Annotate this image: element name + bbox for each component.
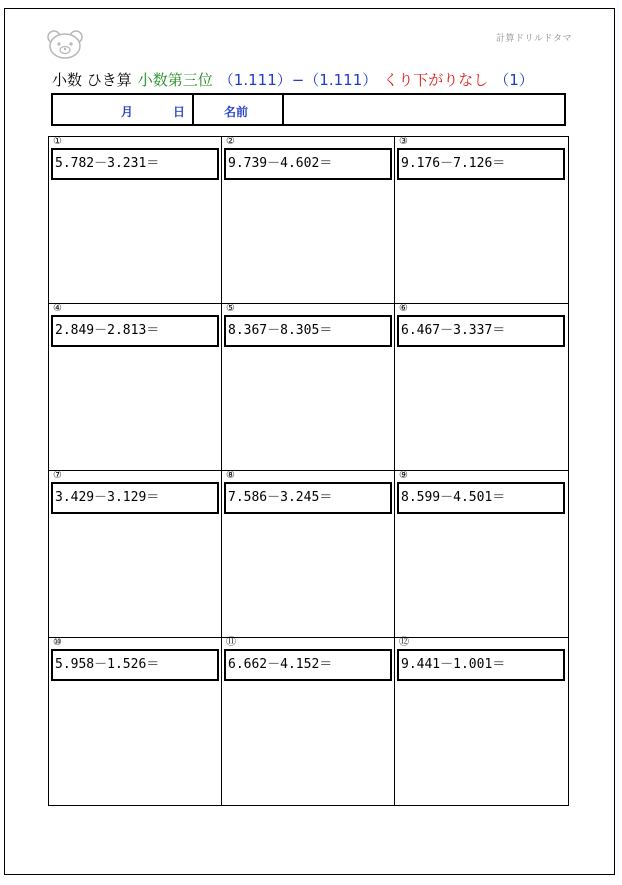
problem-number: ⑫: [399, 637, 409, 648]
problem-number: ⑨: [399, 470, 408, 481]
title-sheet-number: （1）: [494, 71, 534, 89]
problem-number: ⑦: [53, 470, 62, 481]
problem-cell[interactable]: [395, 304, 568, 471]
problem-cell[interactable]: [395, 471, 568, 638]
title-condition: くり下がりなし: [383, 71, 489, 89]
month-label: 月: [121, 105, 134, 119]
title-format: （1.111）−（1.111）: [218, 71, 378, 89]
problem-number: ⑧: [226, 470, 235, 481]
problem-cell[interactable]: [222, 304, 395, 471]
worksheet-title: [52, 69, 540, 90]
problem-expression: 5.958－1.526＝: [51, 649, 219, 681]
problem-expression: 6.662－4.152＝: [224, 649, 392, 681]
problem-expression: 7.586－3.245＝: [224, 482, 392, 514]
problem-cell[interactable]: [395, 638, 568, 805]
problem-expression: 8.367－8.305＝: [224, 315, 392, 347]
name-label: 名前: [224, 105, 249, 119]
problem-expression: 9.441－1.001＝: [397, 649, 565, 681]
problem-expression: 9.739－4.602＝: [224, 148, 392, 180]
name-date-box: [51, 93, 566, 126]
name-label-cell: [194, 95, 284, 124]
problem-cell[interactable]: [222, 137, 395, 304]
problem-number: ⑤: [226, 303, 235, 314]
problem-number: ⑪: [226, 637, 236, 648]
day-label: 日: [173, 105, 186, 119]
problem-cell[interactable]: [222, 638, 395, 805]
problem-number: ⑩: [53, 637, 62, 648]
problem-number: ②: [226, 136, 235, 147]
problem-cell[interactable]: [49, 304, 222, 471]
name-field[interactable]: [284, 95, 564, 124]
problem-number: ③: [399, 136, 408, 147]
problem-number: ⑥: [399, 303, 408, 314]
problem-cell[interactable]: [222, 471, 395, 638]
problem-expression: 8.599－4.501＝: [397, 482, 565, 514]
brand-label: 計算ドリルドタマ: [496, 34, 573, 44]
problem-cell[interactable]: [49, 137, 222, 304]
date-field[interactable]: [53, 95, 194, 124]
problem-number: ④: [53, 303, 62, 314]
problem-cell[interactable]: [49, 471, 222, 638]
title-level: 小数第三位: [137, 71, 213, 89]
problem-expression: 5.782－3.231＝: [51, 148, 219, 180]
title-topic: 小数 ひき算: [52, 71, 132, 89]
problem-expression: 3.429－3.129＝: [51, 482, 219, 514]
problem-number: ①: [53, 136, 62, 147]
problem-expression: 9.176－7.126＝: [397, 148, 565, 180]
problem-cell[interactable]: [49, 638, 222, 805]
bear-face-icon: [45, 30, 85, 60]
problem-cell[interactable]: [395, 137, 568, 304]
problem-expression: 6.467－3.337＝: [397, 315, 565, 347]
problem-grid: [48, 136, 569, 806]
problem-expression: 2.849－2.813＝: [51, 315, 219, 347]
